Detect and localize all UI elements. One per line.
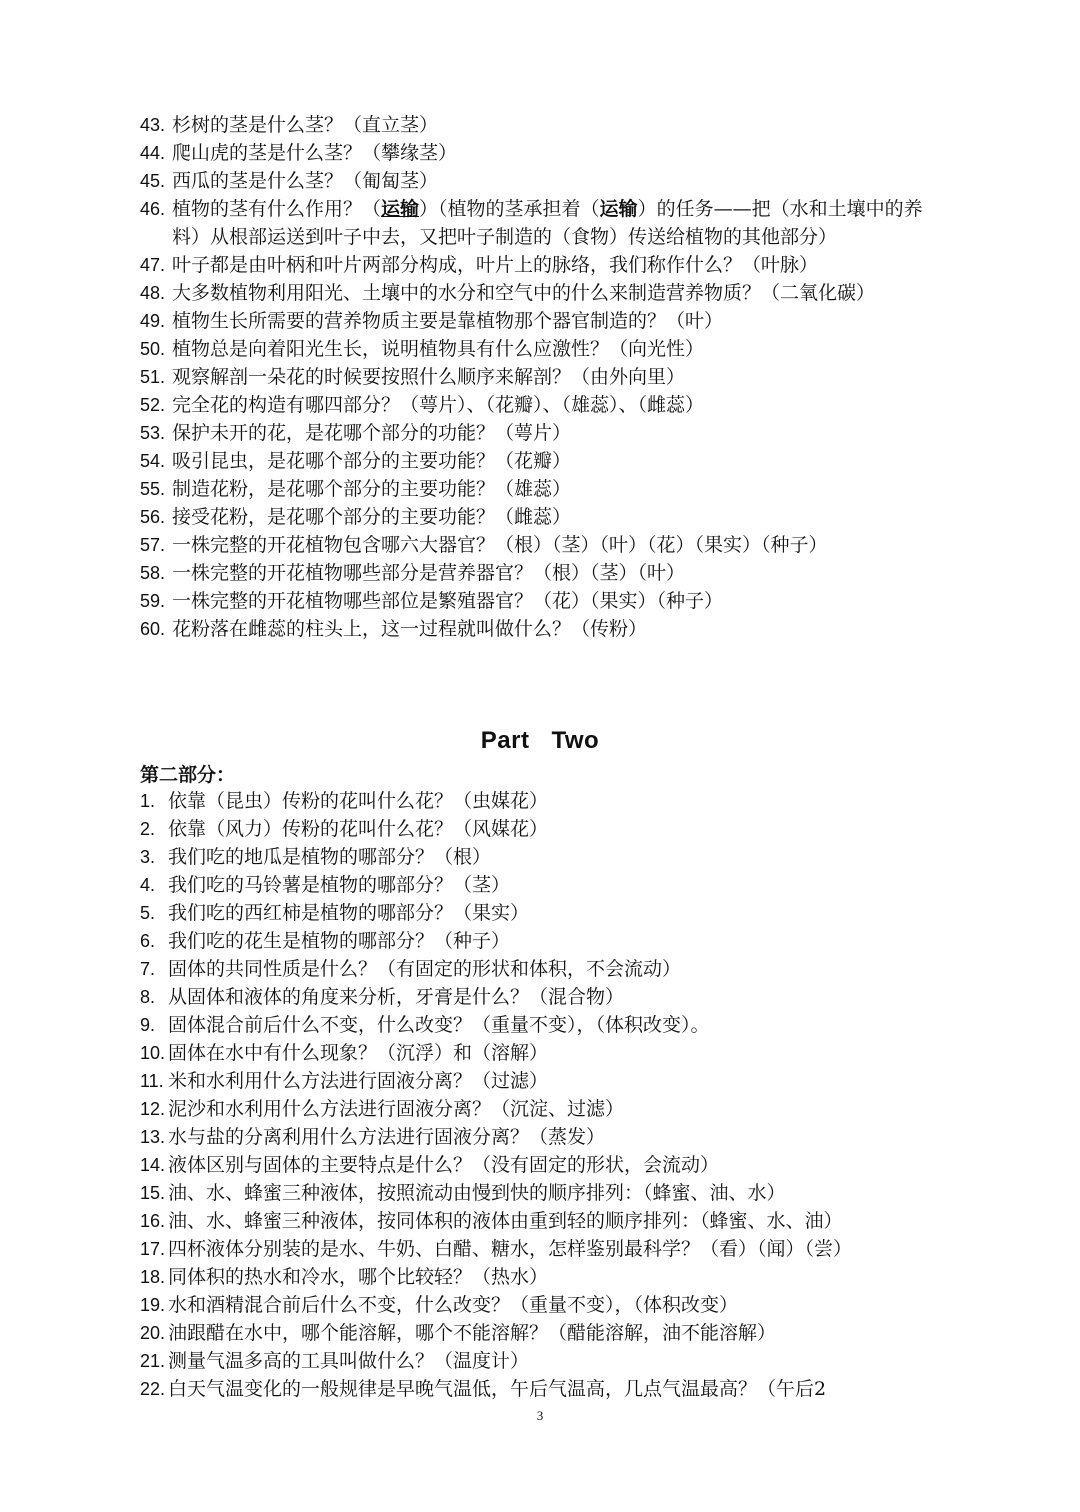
question-number: 1. — [140, 791, 156, 811]
question-number: 59. — [140, 591, 166, 611]
question-item — [140, 927, 950, 955]
question-item — [140, 559, 950, 587]
question-item — [140, 1347, 950, 1375]
question-item — [140, 307, 950, 335]
question-item — [140, 447, 950, 475]
question-number: 54. — [140, 451, 166, 471]
question-number: 16. — [140, 1211, 166, 1231]
question-number: 49. — [140, 311, 166, 331]
question-text: 白天气温变化的一般规律是早晚气温低，午后气温高，几点气温最高？（午后2 — [168, 1378, 827, 1400]
question-number: 52. — [140, 395, 166, 415]
question-number: 3. — [140, 847, 156, 867]
question-number: 60. — [140, 619, 166, 639]
question-text-segment: ）的任务——把（水和土壤中的养料）从根部运送到叶子中去，又把叶子制造的（食物）传送给植物的其他部分） — [172, 198, 923, 248]
question-item — [140, 1123, 950, 1151]
question-number: 19. — [140, 1295, 166, 1315]
question-item — [140, 111, 950, 139]
question-item — [140, 871, 950, 899]
question-text: 吸引昆虫，是花哪个部分的主要功能？（花瓣） — [172, 450, 572, 472]
emphasis-answer: 运输 — [599, 198, 638, 220]
question-text: 油、水、蜂蜜三种液体，按照流动由慢到快的顺序排列：（蜂蜜、油、水） — [168, 1182, 786, 1204]
question-number: 45. — [140, 171, 166, 191]
question-item — [140, 615, 950, 643]
question-text: 米和水利用什么方法进行固液分离？（过滤） — [168, 1070, 549, 1092]
question-number: 6. — [140, 931, 156, 951]
question-number: 20. — [140, 1323, 166, 1343]
emphasis-answer: 运输 — [381, 198, 420, 220]
question-text: 固体的共同性质是什么？（有固定的形状和体积，不会流动） — [168, 958, 682, 980]
question-item — [140, 843, 950, 871]
question-item — [140, 279, 950, 307]
question-text: 液体区别与固体的主要特点是什么？（没有固定的形状，会流动） — [168, 1154, 720, 1176]
question-text: 固体混合前后什么不变，什么改变？（重量不变），（体积改变）。 — [168, 1014, 710, 1036]
question-number: 46. — [140, 199, 166, 219]
question-text: 大多数植物利用阳光、土壤中的水分和空气中的什么来制造营养物质？（二氧化碳） — [172, 282, 876, 304]
question-text-segment: 植物的茎有什么作用？（ — [172, 198, 382, 220]
question-number: 8. — [140, 987, 156, 1007]
question-item — [140, 167, 950, 195]
question-text: 泥沙和水利用什么方法进行固液分离？（沉淀、过滤） — [168, 1098, 625, 1120]
question-number: 22. — [140, 1379, 166, 1399]
question-number: 55. — [140, 479, 166, 499]
question-text: 爬山虎的茎是什么茎？（攀缘茎） — [172, 142, 458, 164]
question-text: 一株完整的开花植物包含哪六大器官？（根）（茎）（叶）（花）（果实）（种子） — [172, 534, 828, 556]
question-item — [140, 815, 950, 843]
question-item — [140, 1179, 950, 1207]
question-text: 植物生长所需要的营养物质主要是靠植物那个器官制造的？（叶） — [172, 310, 724, 332]
question-item — [140, 1291, 950, 1319]
question-item — [140, 587, 950, 615]
question-item — [140, 899, 950, 927]
question-number: 7. — [140, 959, 156, 979]
heading-two-word: Two — [551, 727, 600, 754]
question-number: 2. — [140, 819, 156, 839]
question-text: 花粉落在雌蕊的柱头上，这一过程就叫做什么？（传粉） — [172, 618, 648, 640]
question-number: 5. — [140, 903, 156, 923]
question-item — [140, 391, 950, 419]
question-item — [140, 955, 950, 983]
question-number: 48. — [140, 283, 166, 303]
question-item — [140, 139, 950, 167]
question-text: 我们吃的花生是植物的哪部分？（种子） — [168, 930, 511, 952]
question-number: 56. — [140, 507, 166, 527]
question-item — [140, 419, 950, 447]
question-text: 接受花粉，是花哪个部分的主要功能？（雌蕊） — [172, 506, 572, 528]
question-number: 9. — [140, 1015, 156, 1035]
question-item — [140, 335, 950, 363]
question-text: 水和酒精混合前后什么不变，什么改变？（重量不变），（体积改变） — [168, 1294, 739, 1316]
question-text: 我们吃的马铃薯是植物的哪部分？（茎） — [168, 874, 511, 896]
question-number: 50. — [140, 339, 166, 359]
question-text: 保护未开的花，是花哪个部分的功能？（萼片） — [172, 422, 572, 444]
question-text: 从固体和液体的角度来分析，牙膏是什么？（混合物） — [168, 986, 625, 1008]
question-text: 一株完整的开花植物哪些部分是营养器官？（根）（茎）（叶） — [172, 562, 686, 584]
question-number: 13. — [140, 1127, 166, 1147]
question-number: 58. — [140, 563, 166, 583]
question-text: 我们吃的地瓜是植物的哪部分？（根） — [168, 846, 492, 868]
question-text: 测量气温多高的工具叫做什么？（温度计） — [168, 1350, 530, 1372]
question-item — [140, 1375, 950, 1403]
question-text: 西瓜的茎是什么茎？（匍匐茎） — [172, 170, 439, 192]
question-number: 53. — [140, 423, 166, 443]
question-text-segment: ）（植物的茎承担着（ — [419, 198, 600, 220]
question-number: 4. — [140, 875, 156, 895]
question-text: 完全花的构造有哪四部分？（萼片）、（花瓣）、（雄蕊）、（雌蕊） — [172, 394, 705, 416]
question-number: 10. — [140, 1043, 166, 1063]
question-item — [140, 1011, 950, 1039]
question-item — [140, 1263, 950, 1291]
question-item — [140, 195, 950, 251]
heading-part-word: Part — [480, 727, 530, 754]
question-item — [140, 251, 950, 279]
question-item — [140, 531, 950, 559]
question-list-part-one — [140, 111, 950, 643]
question-number: 44. — [140, 143, 166, 163]
question-text: 固体在水中有什么现象？（沉浮）和（溶解） — [168, 1042, 549, 1064]
question-item — [140, 503, 950, 531]
question-text: 我们吃的西红柿是植物的哪部分？（果实） — [168, 902, 530, 924]
question-text: 观察解剖一朵花的时候要按照什么顺序来解剖？（由外向里） — [172, 366, 686, 388]
question-text: 杉树的茎是什么茎？（直立茎） — [172, 114, 439, 136]
question-item — [140, 1095, 950, 1123]
question-number: 14. — [140, 1155, 166, 1175]
question-text: 油跟醋在水中，哪个能溶解，哪个不能溶解？（醋能溶解，油不能溶解） — [168, 1322, 777, 1344]
question-number: 21. — [140, 1351, 166, 1371]
question-text: 叶子都是由叶柄和叶片两部分构成，叶片上的脉络，我们称作什么？（叶脉） — [172, 254, 819, 276]
question-text: 四杯液体分别装的是水、牛奶、白醋、糖水，怎样鉴别最科学？（看）（闻）（尝） — [168, 1238, 853, 1260]
question-item — [140, 1039, 950, 1067]
question-text — [172, 195, 950, 251]
question-item — [140, 363, 950, 391]
question-text: 依靠（昆虫）传粉的花叫什么花？（虫媒花） — [168, 790, 549, 812]
question-text: 同体积的热水和冷水，哪个比较轻？（热水） — [168, 1266, 549, 1288]
question-number: 11. — [140, 1071, 164, 1091]
question-number: 12. — [140, 1099, 166, 1119]
question-text: 一株完整的开花植物哪些部位是繁殖器官？（花）（果实）（种子） — [172, 590, 724, 612]
question-item — [140, 1151, 950, 1179]
question-item — [140, 1319, 950, 1347]
question-text: 依靠（风力）传粉的花叫什么花？（风媒花） — [168, 818, 549, 840]
question-text: 油、水、蜂蜜三种液体，按同体积的液体由重到轻的顺序排列：（蜂蜜、水、油） — [168, 1210, 843, 1232]
question-number: 18. — [140, 1267, 166, 1287]
question-text: 植物总是向着阳光生长，说明植物具有什么应激性？（向光性） — [172, 338, 705, 360]
section-label: 第二部分： — [140, 764, 236, 786]
question-item — [140, 787, 950, 815]
question-list-part-two — [140, 787, 950, 1403]
page-number: 3 — [536, 1408, 544, 1423]
question-item — [140, 1067, 950, 1095]
question-item — [140, 983, 950, 1011]
question-item — [140, 1235, 950, 1263]
question-number: 15. — [140, 1183, 166, 1203]
question-number: 17. — [140, 1239, 166, 1259]
question-number: 47. — [140, 255, 166, 275]
part-two-heading — [0, 727, 1080, 755]
question-number: 51. — [140, 367, 166, 387]
question-number: 57. — [140, 535, 166, 555]
question-number: 43. — [140, 115, 166, 135]
question-text: 制造花粉，是花哪个部分的主要功能？（雄蕊） — [172, 478, 572, 500]
question-text: 水与盐的分离利用什么方法进行固液分离？（蒸发） — [168, 1126, 606, 1148]
question-item — [140, 1207, 950, 1235]
question-item — [140, 475, 950, 503]
